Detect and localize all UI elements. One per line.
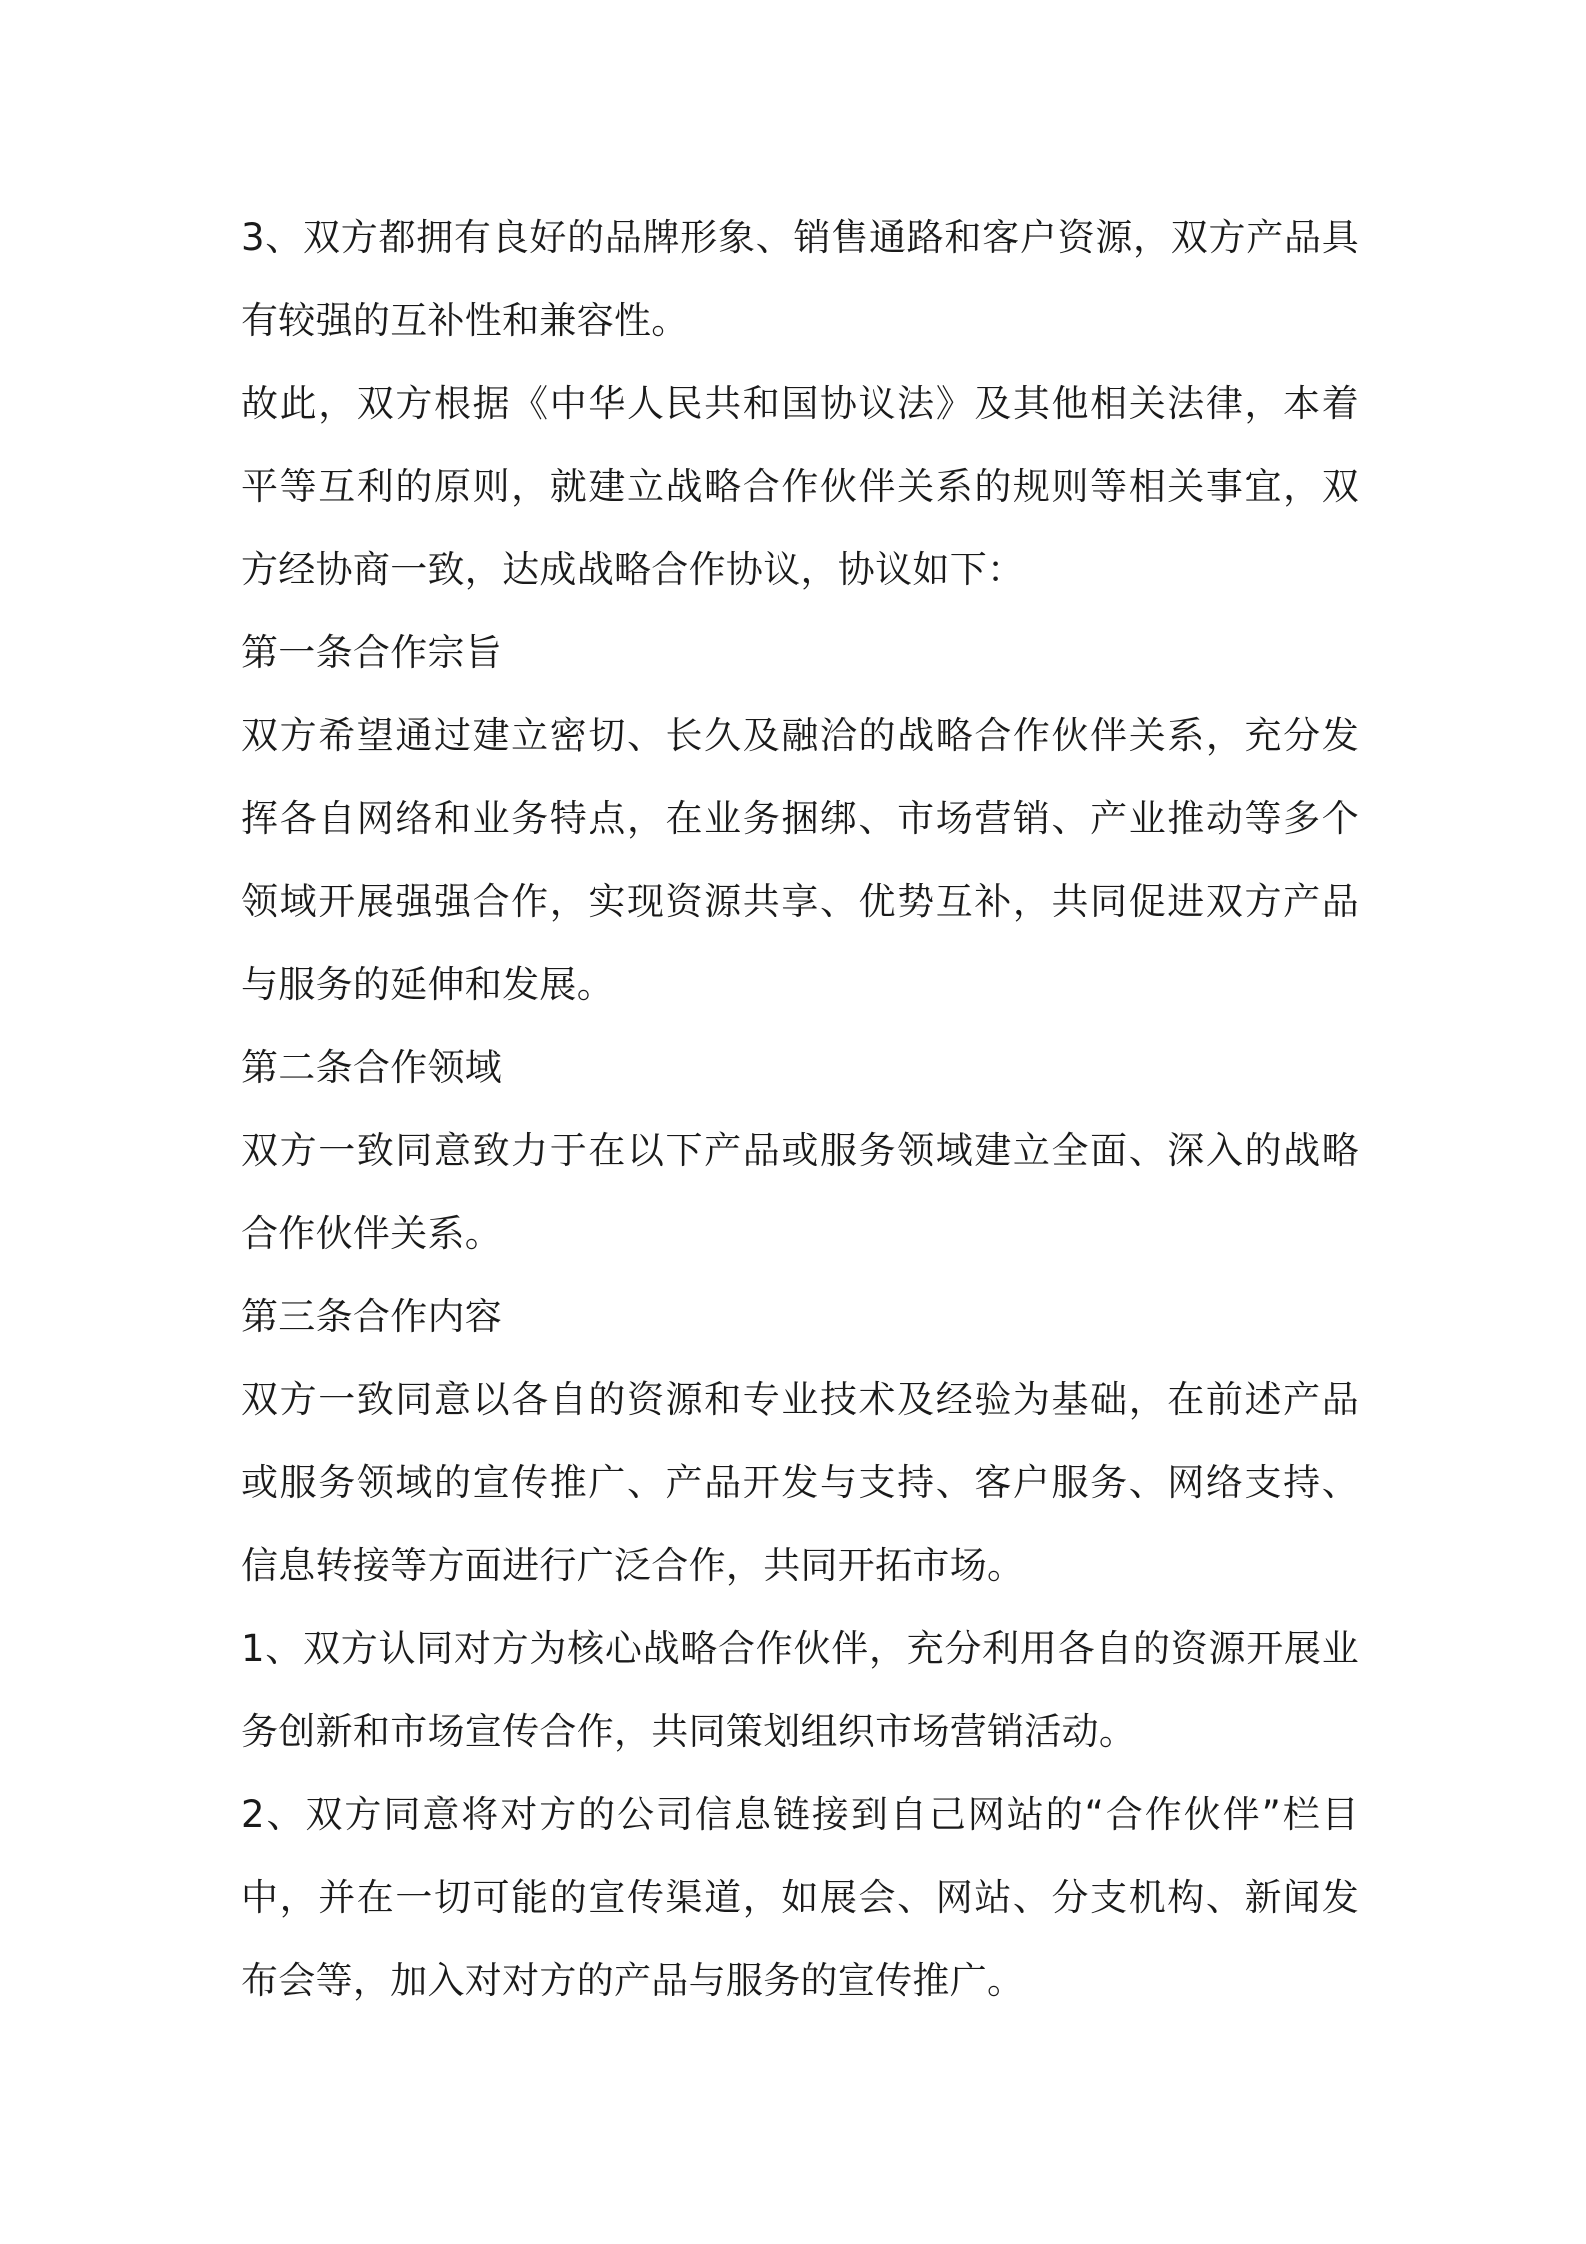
document-page: [241, 196, 1359, 2022]
article-3-item-1: 1、双方认同对方为核心战略合作伙伴，充分利用各自的资源开展业务创新和市场宣传合作，共同策划组织市场营销活动。: [241, 1627, 1359, 1753]
article-2-body: 双方一致同意致力于在以下产品或服务领域建立全面、深入的战略合作伙伴关系。: [241, 1129, 1359, 1255]
article-3-item-2: 2、双方同意将对方的公司信息链接到自己网站的“合作伙伴”栏目中，并在一切可能的宣传渠道，如展会、网站、分支机构、新闻发布会等，加入对对方的产品与服务的宣传推广。: [241, 1793, 1359, 2002]
article-1-body: 双方希望通过建立密切、长久及融洽的战略合作伙伴关系，充分发挥各自网络和业务特点，在业务捆绑、市场营销、产业推动等多个领域开展强强合作，实现资源共享、优势互补，共同促进双方产品与服务的延伸和发展。: [241, 714, 1359, 1006]
preamble-paragraph: 故此，双方根据《中华人民共和国协议法》及其他相关法律，本着平等互利的原则，就建立战略合作伙伴关系的规则等相关事宜，双方经协商一致，达成战略合作协议，协议如下：: [241, 382, 1359, 591]
article-1-heading: 第一条合作宗旨: [241, 631, 503, 674]
article-3-body: 双方一致同意以各自的资源和专业技术及经验为基础，在前述产品或服务领域的宣传推广、产品开发与支持、客户服务、网络支持、信息转接等方面进行广泛合作，共同开拓市场。: [241, 1378, 1359, 1587]
article-3-heading: 第三条合作内容: [241, 1295, 503, 1338]
clause-3-paragraph: 3、双方都拥有良好的品牌形象、销售通路和客户资源，双方产品具有较强的互补性和兼容性。: [241, 216, 1359, 342]
article-2-heading: 第二条合作领域: [241, 1046, 503, 1089]
